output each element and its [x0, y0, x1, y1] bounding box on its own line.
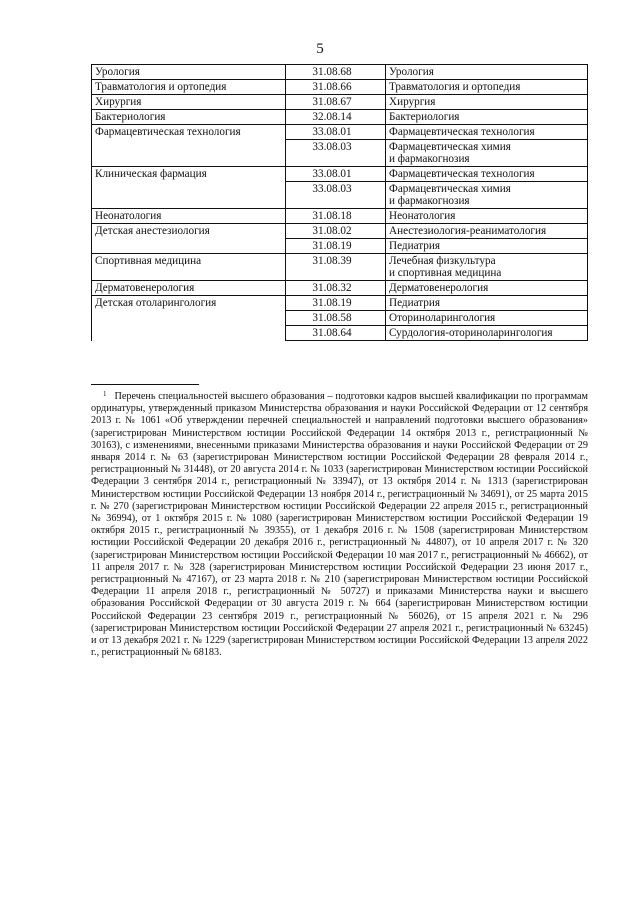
table-cell-left [92, 311, 286, 326]
table-row [92, 224, 588, 239]
table-cell-code: 31.08.68 [286, 65, 386, 80]
table-cell-right: Урология [386, 65, 588, 80]
table-cell-right: Оториноларингология [386, 311, 588, 326]
table-cell-left [92, 182, 286, 209]
table-cell-right: Хирургия [386, 95, 588, 110]
table-row [92, 65, 588, 80]
page-number: 5 [316, 41, 324, 57]
table-row [92, 326, 588, 341]
table-row [92, 80, 588, 95]
table-cell-right: Бактериология [386, 110, 588, 125]
table-cell-right: Фармацевтическая технология [386, 167, 588, 182]
footnote-separator [91, 384, 199, 385]
table-row [92, 167, 588, 182]
table-cell-right: Дерматовенерология [386, 281, 588, 296]
table-cell-left [92, 140, 286, 167]
table-cell-left: Травматология и ортопедия [92, 80, 286, 95]
table-cell-code: 32.08.14 [286, 110, 386, 125]
table-cell-left: Детская отоларингология [92, 296, 286, 311]
table-cell-right: Педиатрия [386, 239, 588, 254]
table-cell-code: 33.08.03 [286, 182, 386, 209]
table-row [92, 110, 588, 125]
table-row [92, 254, 588, 281]
table-row [92, 125, 588, 140]
table-cell-code: 31.08.67 [286, 95, 386, 110]
table-cell-code: 31.08.58 [286, 311, 386, 326]
table-cell-left: Клиническая фармация [92, 167, 286, 182]
table-cell-code: 31.08.66 [286, 80, 386, 95]
table-cell-right: Лечебная физкультура и спортивная медицина [386, 254, 588, 281]
table-cell-left [92, 239, 286, 254]
table-cell-left: Неонатология [92, 209, 286, 224]
table-cell-left: Детская анестезиология [92, 224, 286, 239]
table-cell-right: Анестезиология-реаниматология [386, 224, 588, 239]
table-row [92, 182, 588, 209]
table-row [92, 281, 588, 296]
table-cell-left: Урология [92, 65, 286, 80]
table-cell-code: 31.08.19 [286, 296, 386, 311]
table-cell-code: 33.08.03 [286, 140, 386, 167]
table-cell-left: Хирургия [92, 95, 286, 110]
table-cell-code: 31.08.64 [286, 326, 386, 341]
table-cell-code: 33.08.01 [286, 125, 386, 140]
specialty-correspondence-table [91, 64, 588, 341]
table-cell-code: 31.08.39 [286, 254, 386, 281]
footnote-marker: 1 [103, 390, 107, 398]
table-cell-right: Сурдология-оториноларингология [386, 326, 588, 341]
table-cell-right: Неонатология [386, 209, 588, 224]
table-cell-code: 31.08.18 [286, 209, 386, 224]
table-cell-left [92, 326, 286, 341]
table-row [92, 140, 588, 167]
table-row [92, 311, 588, 326]
table-cell-code: 33.08.01 [286, 167, 386, 182]
table-cell-code: 31.08.19 [286, 239, 386, 254]
table-row [92, 296, 588, 311]
footnote-text: Перечень специальностей высшего образования – подготовки кадров высшей квалификации по программам ординатуры, утвержденный приказом Министерства образования и науки Российской Федерации от 12 сентября 2013 г. № 1061 «Об утверждении перечней специальностей и направлений подготовки высшего образования» (зарегистрирован Министерством юстиции Российской Федерации 14 октября 2013 г., регистрационный № 30163), с изменениями, внесенными приказами Министерства образования и науки Российской Федерации от 29 января 2014 г. № 63 (зарегистрирован Министерством юстиции Российской Федерации 28 февраля 2014 г., регистрационный № 31448), от 20 августа 2014 г. № 1033 (зарегистрирован Министерством юстиции Российской Федерации 3 сентября 2014 г., регистрационный № 33947), от 13 октября 2014 г. № 1313 (зарегистрирован Министерством юстиции Российской Федерации 13 ноября 2014 г., регистрационный № 34691), от 25 марта 2015 г. № 270 (зарегистрирован Министерством юстиции Российской Федерации 22 апреля 2015 г., регистрационный № 36994), от 1 октября 2015 г. № 1080 (зарегистрирован Министерством юстиции Российской Федерации 19 октября 2015 г., регистрационный № 39355), от 1 декабря 2016 г. № 1508 (зарегистрирован Министерством юстиции Российской Федерации 20 декабря 2016 г., регистрационный № 44807), от 10 апреля 2017 г. № 320 (зарегистрирован Министерством юстиции Российской Федерации 10 мая 2017 г., регистрационный № 46662), от 11 апреля 2017 г. № 328 (зарегистрирован Министерством юстиции Российской Федерации 23 июня 2017 г., регистрационный № 47167), от 23 марта 2018 г. № 210 (зарегистрирован Министерством юстиции Российской Федерации 11 апреля 2018 г., регистрационный № 50727) и приказами Министерства науки и высшего образования Российской Федерации от 30 августа 2019 г. № 664 (зарегистрирован Министерством юстиции Российской Федерации 23 сентября 2019 г., регистрационный № 56026), от 15 апреля 2021 г. № 296 (зарегистрирован Министерством юстиции Российской Федерации 27 апреля 2021 г., регистрационный № 63245) и от 13 декабря 2021 г. № 1229 (зарегистрирован Министерством юстиции Российской Федерации 13 апреля 2022 г., регистрационный № 68183. [91, 391, 588, 659]
table-row [92, 95, 588, 110]
table-row [92, 209, 588, 224]
footnote [91, 388, 588, 659]
table-cell-right: Педиатрия [386, 296, 588, 311]
table-cell-right: Фармацевтическая химия и фармакогнозия [386, 140, 588, 167]
table-cell-right: Травматология и ортопедия [386, 80, 588, 95]
table-row [92, 239, 588, 254]
table-cell-left: Фармацевтическая технология [92, 125, 286, 140]
table-cell-right: Фармацевтическая химия и фармакогнозия [386, 182, 588, 209]
table-cell-left: Бактериология [92, 110, 286, 125]
table-cell-code: 31.08.32 [286, 281, 386, 296]
table-cell-left: Спортивная медицина [92, 254, 286, 281]
table-cell-code: 31.08.02 [286, 224, 386, 239]
table-cell-left: Дерматовенерология [92, 281, 286, 296]
table-cell-right: Фармацевтическая технология [386, 125, 588, 140]
